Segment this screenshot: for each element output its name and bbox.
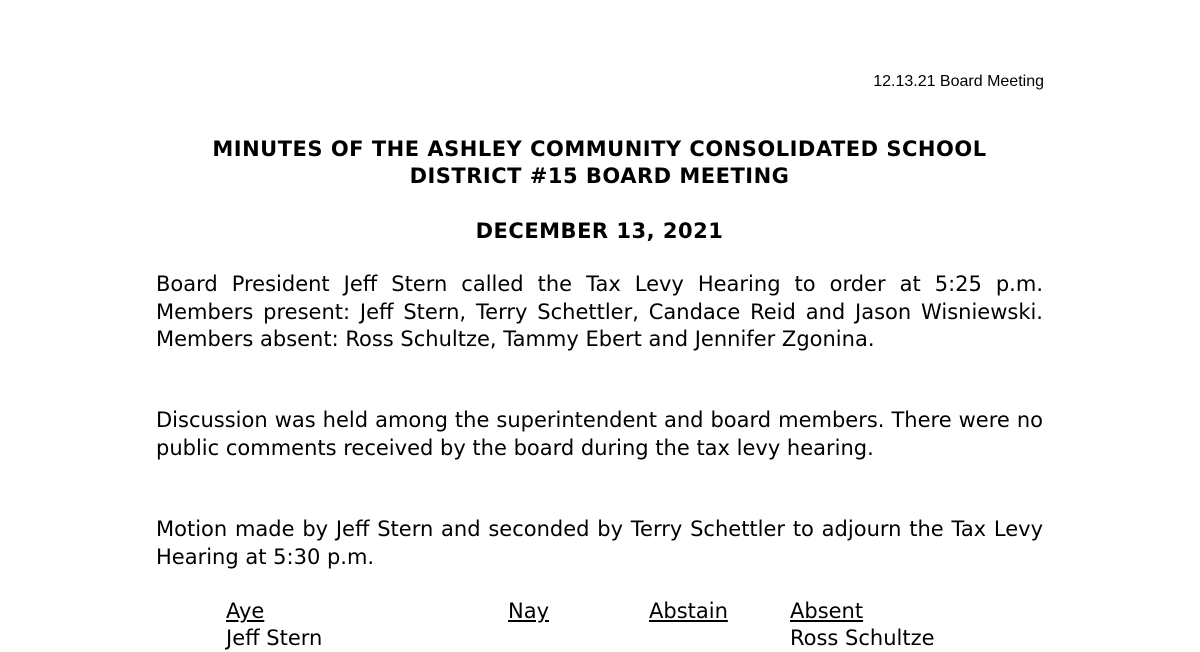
meeting-reference: 12.13.21 Board Meeting (873, 73, 1044, 90)
paragraph-discussion: Discussion was held among the superintendent and board members. There were no public comments received by the board during the tax levy hearing. (156, 408, 1043, 460)
paragraph-motion: Motion made by Jeff Stern and seconded by Terry Schettler to adjourn the Tax Levy Hearing at 5:30 p.m. (156, 517, 1043, 569)
vote-header-nay: Nay (508, 599, 550, 623)
vote-header-aye: Aye (226, 599, 265, 623)
paragraph-call-to-order: Board President Jeff Stern called the Tax Levy Hearing to order at 5:25 p.m. Members present: Jeff Stern, Terry Schettler, Candace Reid and Jason Wisniewski. Members absent: Ross Schultze, Tammy Ebert and Jennifer Zgonina. (156, 272, 1043, 351)
vote-header-abstain: Abstain (649, 599, 728, 623)
vote-header-absent: Absent (790, 599, 864, 623)
vote-absent-first: Ross Schultze (790, 626, 935, 650)
document-title: MINUTES OF THE ASHLEY COMMUNITY CONSOLIDATED SCHOOL DISTRICT #15 BOARD MEETING (212, 137, 987, 188)
meeting-date: DECEMBER 13, 2021 (475, 219, 724, 243)
vote-aye-first: Jeff Stern (226, 626, 323, 650)
